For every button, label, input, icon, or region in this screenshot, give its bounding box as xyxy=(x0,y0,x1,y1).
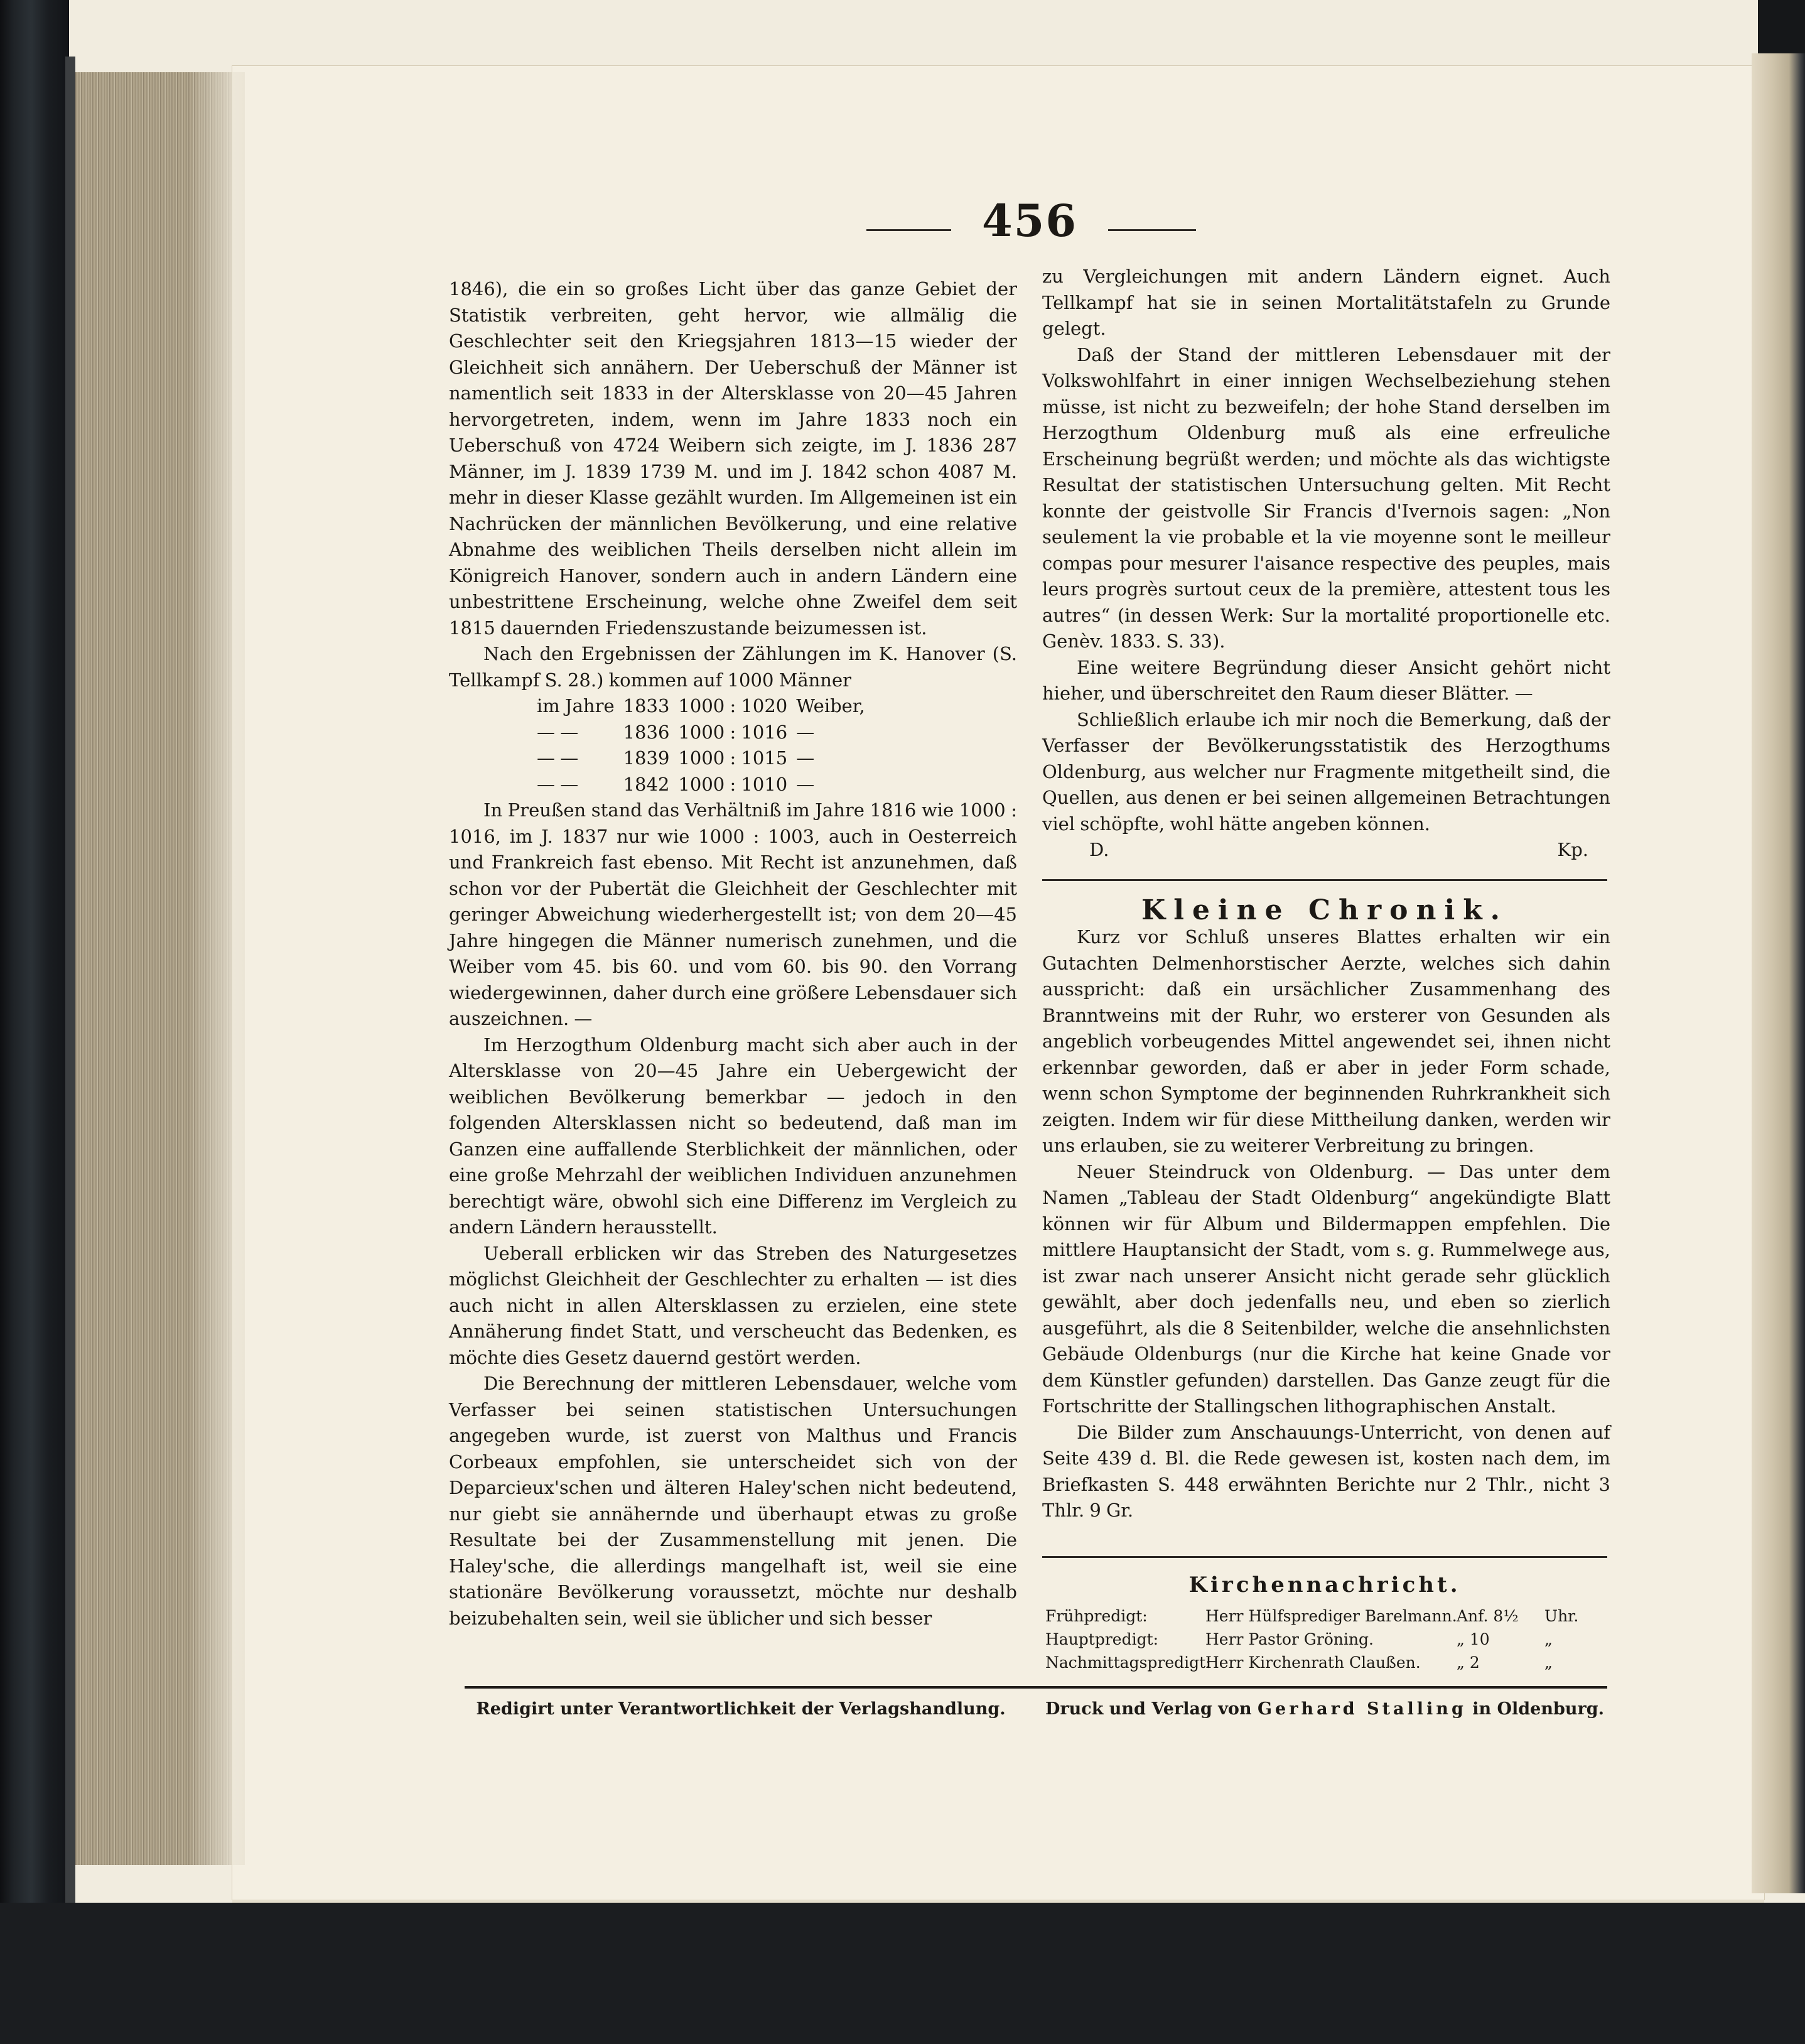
paragraph: Die Berechnung der mittleren Lebensdauer, welche vom Verfasser bei seinen statistischen Untersuchungen angegeben wurde, ist zuerst von Malthus und Francis Corbeaux empfohlen, sie unterscheidet sich von der Deparcieux'schen und älteren Haley'schen nicht bedeutend, nur giebt sie annähernde und überhaupt etwas zu große Resultate bei der Zusammenstellung mit jenen. Die Haley'sche, die allerdings mangelhaft ist, weil sie eine stationäre Bevölkerung voraussetzt, möchte nur deshalb beizubehalten sein, weil sie üblicher und sich besser xyxy=(449,1373,1017,1629)
background-bottom xyxy=(0,1903,1805,2044)
service-name: Frühpredigt: xyxy=(1045,1607,1148,1625)
table-row xyxy=(537,772,874,798)
section-title-kirchennachricht: Kirchennachricht. xyxy=(1188,1572,1461,1598)
page-header xyxy=(854,195,1218,257)
table-row xyxy=(537,693,874,720)
ratio-year: 1842 xyxy=(623,773,670,795)
left-column xyxy=(449,276,1017,1631)
spine-edge xyxy=(65,57,75,1909)
page-gutter-shade xyxy=(188,72,245,1865)
ratio-prefix: — — xyxy=(537,721,579,743)
page-number: 456 xyxy=(981,195,1078,247)
right-column xyxy=(1042,264,1610,863)
background-corner xyxy=(1758,0,1805,53)
service-unit: „ xyxy=(1544,1630,1553,1648)
ratio-table xyxy=(537,693,874,798)
paragraph: Schließlich erlaube ich mir noch die Bemerkung, daß der Verfasser der Bevölkerungsstatistik des Herzogthums Oldenburg, aus welcher nur Fragmente mitgetheilt sind, die Quellen, aus denen er bei seinen allgemeinen Betrachtungen viel schöpfte, wohl hätte angeben können. xyxy=(1042,708,1610,835)
imprint-suffix: in Oldenburg. xyxy=(1472,1699,1604,1719)
preacher-name: Herr Kirchenrath Claußen. xyxy=(1205,1653,1421,1672)
header-rule-right xyxy=(1108,229,1196,231)
ratio-suffix: — xyxy=(796,773,815,795)
paragraph: Nach den Ergebnissen der Zählungen im K. Hanover (S. Tellkampf S. 28.) kommen auf 1000 Männer xyxy=(449,643,1017,691)
footer-imprint xyxy=(1042,1697,1607,1722)
section-rule xyxy=(1042,879,1607,881)
list-item xyxy=(1045,1628,1610,1651)
chronik-column xyxy=(1042,924,1610,1524)
footer-editor-note: Redigirt unter Verantwortlichkeit der Verlagshandlung. xyxy=(476,1699,1006,1719)
ratio-year: 1839 xyxy=(623,747,670,769)
ratio-suffix: Weiber, xyxy=(796,695,865,716)
service-time: Anf. 8½ xyxy=(1457,1607,1519,1625)
church-schedule xyxy=(1045,1604,1610,1674)
table-row xyxy=(537,720,874,746)
page-right-edge xyxy=(1752,53,1805,1893)
service-time: „ 10 xyxy=(1457,1630,1490,1648)
signature-line xyxy=(1042,837,1610,863)
paragraph: In Preußen stand das Verhältniß im Jahre 1816 wie 1000 : 1016, im J. 1837 nur wie 1000 : 1003, auch in Oesterreich und Frankreich fast ebenso. Mit Recht ist anzunehmen, daß schon vor der Pubertät die Gleichheit der Geschlechter mit geringer Abweichung wiederhergestellt ist; von dem 20—45 Jahre hingegen die Männer numerisch zunehmen, und die Weiber vom 45. bis 60. und vom 60. bis 90. den Vorrang wiedergewinnen, daher durch eine größere Lebensdauer sich auszeichnen. — xyxy=(449,799,1017,1029)
paragraph: 1846), die ein so großes Licht über das ganze Gebiet der Statistik verbreiten, geht hervor, wie allmälig die Geschlechter seit den Kriegsjahren 1813—15 wieder der Gleichheit sich annähern. Der Ueberschuß der Männer ist namentlich seit 1833 in der Altersklasse von 20—45 Jahren hervorgetreten, indem, wenn im Jahre 1833 noch ein Ueberschuß von 4724 Weibern sich zeigte, im J. 1836 287 Männer, im J. 1839 1739 M. und im J. 1842 schon 4087 M. mehr in dieser Klasse gezählt wurden. Im Allgemeinen ist ein Nachrücken der männlichen Bevölkerung, und eine relative Abnahme des weiblichen Theils derselben nicht allein im Königreich Hanover, sondern auch in andern Ländern eine unbestrittene Erscheinung, welche ohne Zweifel dem seit 1815 dauernden Friedenszustande beizumessen ist. xyxy=(449,278,1017,639)
ratio-prefix: — — xyxy=(537,773,579,795)
ratio-table-wrap xyxy=(537,693,1017,798)
signature-right: Kp. xyxy=(1557,839,1588,860)
ratio-year: 1836 xyxy=(623,721,670,743)
paragraph: Neuer Steindruck von Oldenburg. — Das unter dem Namen „Tableau der Stadt Oldenburg“ angekündigte Blatt können wir für Album und Bildermappen empfehlen. Die mittlere Hauptansicht der Stadt, vom s. g. Rummelwege aus, ist zwar nach unserer Ansicht nicht gerade sehr glücklich gewählt, aber doch jedenfalls neu, und eben so zierlich ausgeführt, als die 8 Seitenbilder, welche die ansehnlichsten Gebäude Oldenburgs (nur die Kirche hat keine Gnade vor dem Künstler gefunden) darstellen. Das Ganze zeugt für die Fortschritte der Stallingschen lithographischen Anstalt. xyxy=(1042,1160,1610,1417)
paragraph: Ueberall erblicken wir das Streben des Naturgesetzes möglichst Gleichheit der Geschlechter zu erhalten — ist dies auch nicht in allen Altersklassen zu erzielen, eine stete Annäherung findet Statt, und verscheucht das Bedenken, es möchte dies Gesetz dauernd gestört werden. xyxy=(449,1242,1017,1368)
list-item xyxy=(1045,1651,1610,1674)
ratio-year: 1833 xyxy=(623,695,670,716)
paragraph: zu Vergleichungen mit andern Ländern eignet. Auch Tellkampf hat sie in seinen Mortalitätstafeln zu Grunde gelegt. xyxy=(1042,266,1610,339)
section-rule xyxy=(1042,1556,1607,1558)
paragraph: Im Herzogthum Oldenburg macht sich aber auch in der Altersklasse von 20—45 Jahre ein Uebergewicht der weiblichen Bevölkerung bemerkbar — jedoch in den folgenden Altersklassen nicht so bedeutend, daß man im Ganzen eine auffallende Sterblichkeit der männlichen, oder eine große Mehrzahl der weiblichen Individuen anzunehmen berechtigt wäre, obwohl sich eine Differenz im Vergleich zu andern Ländern herausstellt. xyxy=(449,1034,1017,1238)
ratio-prefix: im Jahre xyxy=(537,695,615,716)
service-time: „ 2 xyxy=(1457,1653,1480,1672)
footer-rule xyxy=(465,1686,1607,1689)
ratio-suffix: — xyxy=(796,721,815,743)
ratio-value: 1000 : 1016 xyxy=(678,721,788,743)
paragraph: Eine weitere Begründung dieser Ansicht gehört nicht hieher, und überschreitet den Raum dieser Blätter. — xyxy=(1042,656,1610,704)
table-row xyxy=(537,745,874,772)
list-item xyxy=(1045,1604,1610,1628)
service-unit: Uhr. xyxy=(1544,1607,1579,1625)
ratio-value: 1000 : 1020 xyxy=(678,695,788,716)
paragraph: Die Bilder zum Anschauungs-Unterricht, von denen auf Seite 439 d. Bl. die Rede gewesen ist, kosten nach dem, im Briefkasten S. 448 erwähnten Berichte nur 2 Thlr., nicht 3 Thlr. 9 Gr. xyxy=(1042,1421,1610,1521)
service-name: Hauptpredigt: xyxy=(1045,1630,1159,1648)
ratio-prefix: — — xyxy=(537,747,579,769)
paragraph: Daß der Stand der mittleren Lebensdauer mit der Volkswohlfahrt in einer innigen Wechselbeziehung stehen müsse, ist nicht zu bezweifeln; der hohe Stand derselben im Herzogthum Oldenburg muß als eine erfreuliche Erscheinung begrüßt werden; und möchte als das wichtigste Resultat der statistischen Untersuchung gelten. Mit Recht konnte der geistvolle Sir Francis d'Ivernois sagen: „Non seulement la vie probable et la vie moyenne sont le meilleur compas pour mesurer l'aisance respective des peuples, mais leurs progrès surtout ceux de la première, attestent tous les autres“ (in dessen Werk: Sur la mortalité proportionelle etc. Genèv. 1833. S. 33). xyxy=(1042,343,1610,652)
paragraph: Kurz vor Schluß unseres Blattes erhalten wir ein Gutachten Delmenhorstischer Aerzte, welches sich dahin ausspricht: daß ein ursächlicher Zusammenhang des Branntweins mit der Ruhr, wo ersterer von Gesunden als angeblich vorbeugendes Mittel angewendet sei, ihnen nicht erkennbar geworden, daß er aber in jeder Form schade, wenn schon Symptome der beginnenden Ruhrkrankheit sich zeigten. Indem wir für diese Mittheilung danken, werden wir uns erlauben, sie zu weiterer Verbreitung zu bringen. xyxy=(1042,926,1610,1156)
ratio-suffix: — xyxy=(796,747,815,769)
section-title-chronik: Kleine Chronik. xyxy=(1141,894,1509,926)
service-name: Nachmittagspredigt: xyxy=(1045,1653,1211,1672)
ratio-value: 1000 : 1010 xyxy=(678,773,788,795)
book-spine xyxy=(0,0,69,2044)
ratio-value: 1000 : 1015 xyxy=(678,747,788,769)
service-unit: „ xyxy=(1544,1653,1553,1672)
signature-left: D. xyxy=(1089,839,1109,860)
imprint-publisher: Gerhard Stalling xyxy=(1257,1699,1467,1719)
preacher-name: Herr Pastor Gröning. xyxy=(1205,1630,1374,1648)
imprint-prefix: Druck und Verlag von xyxy=(1045,1699,1252,1719)
preacher-name: Herr Hülfsprediger Barelmann. xyxy=(1205,1607,1457,1625)
header-rule-left xyxy=(866,229,951,231)
